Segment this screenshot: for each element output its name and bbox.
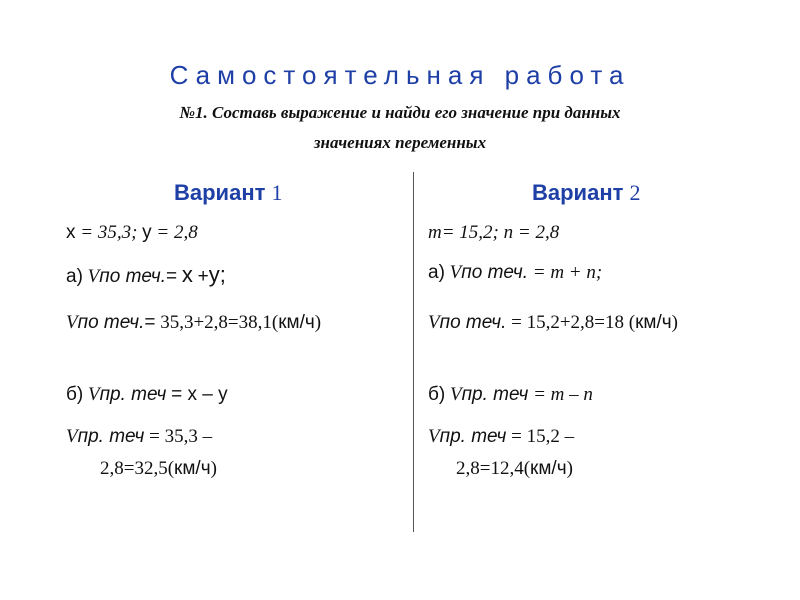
variant1-calc-b-line2: 2,8=32,5(км/ч) xyxy=(100,458,217,479)
variant1-calc-a: Vпо теч.= 35,3+2,8=38,1(км/ч) xyxy=(66,312,322,333)
task-text-line2: значениях переменных xyxy=(313,133,487,152)
task-statement xyxy=(60,98,740,158)
task-number: №1. xyxy=(179,103,208,122)
variant1-calc-b-line1: Vпр. теч = 35,3 – xyxy=(66,426,213,447)
variant1-values: x = 35,3; y = 2,8 xyxy=(66,222,198,243)
variant1-part-a: а) Vпо теч.= x +y; xyxy=(66,262,226,287)
variant2-part-a: а) Vпо теч. = m + n; xyxy=(428,262,603,283)
variant2-calc-a: Vпо теч. = 15,2+2,8=18 (км/ч) xyxy=(428,312,678,333)
variant1-heading: Вариант 1 xyxy=(174,180,283,205)
variant1-part-b: б) Vпр. теч = x – y xyxy=(66,384,228,405)
column-divider xyxy=(413,172,414,532)
variant2-values: m= 15,2; n = 2,8 xyxy=(428,222,560,243)
task-text-line1: Составь выражение и найди его значение при данных xyxy=(212,103,621,122)
variant2-heading: Вариант 2 xyxy=(532,180,641,205)
variant2-calc-b-line1: Vпр. теч = 15,2 – xyxy=(428,426,575,447)
variant2-calc-b-line2: 2,8=12,4(км/ч) xyxy=(456,458,573,479)
page-title: Самостоятельная работа xyxy=(169,60,631,90)
variant2-part-b: б) Vпр. теч = m – n xyxy=(428,384,593,405)
